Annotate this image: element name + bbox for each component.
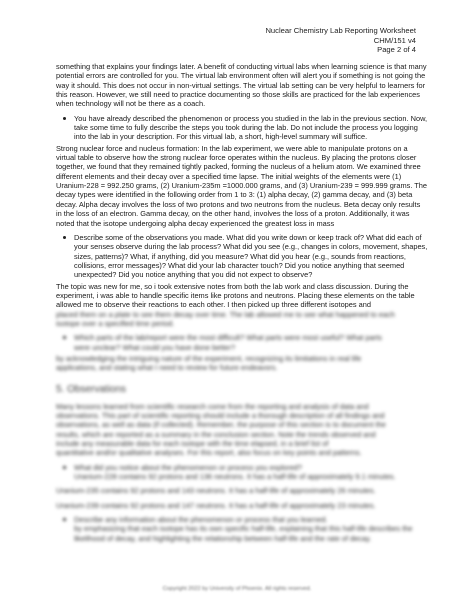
- bullet-dot-icon: [63, 336, 66, 339]
- blurred-bullet-c: [56, 515, 428, 543]
- bullet-dot-icon: [63, 117, 66, 120]
- answer-steps: Strong nuclear force and nucleus formation: In the lab experiment, we were able to manipulate protons on a virtual table to observe how the strong nuclear force operates within the nucleus. By placing the protons closer together, we found that they remained tightly packed, forming the nucleus of a helium atom. We examined three different elements and their decay over a specified time lapse. The initial weights of the elements were (1) Uranium-228 = 992.250 grams, (2) Uranium-235m =1000.000 grams, and (3) Uranium-239 = 999.999 grams. The decay types were identified in the following order from 1 to 3: (1) alpha decay, (2) gamma decay, and (3) beta decay. Alpha decay involves the loss of two protons and two neutrons from the nucleus. Beta decay only results in the loss of an electron. Gamma decay, on the other hand, involves the loss of a proton. Additionally, it was noted that the isotope undergoing alpha decay experienced the greatest loss in mass: [56, 143, 428, 228]
- blurred-line: likelihood of decay, and highlighting the relationship between half-life and the rate of decay.: [74, 533, 372, 543]
- page-footer: Copyright 2022 by University of Phoenix. All rights reserved.: [162, 586, 312, 592]
- blurred-bullet-a: [56, 333, 428, 352]
- blurred-line: Uranium-239 contains 92 protons and 147 neutrons. It has a half-life of approximately 23 minutes.: [56, 500, 376, 510]
- blurred-line: isotope over a specified time period.: [56, 318, 175, 328]
- page-number: Page 2 of 4: [377, 45, 416, 55]
- blurred-line: Uranium-228 contains 92 protons and 136 neutrons. It has a half-life of approximately 9.1 minutes.: [74, 472, 396, 482]
- blurred-line: Describe any information about the phenomenon or process that you learned.: [74, 515, 328, 525]
- prompt-text: You have already described the phenomenon or process you studied in the lab in the previous section. Now, take some time to fully describe the steps you took during the lab. Do not include the process you logging into the lab in your description. For this virtual lab, a short, high-level summary will suffice.: [74, 113, 428, 142]
- blurred-line: include any measurable data for each isotope with the time elapsed, in a brief list of: [56, 439, 329, 449]
- blurred-line: by acknowledging the intriguing nature of the experiment, recognizing its limitations in real life: [56, 353, 362, 363]
- blurred-paragraph-c: [56, 402, 428, 458]
- blurred-preview-region: [56, 310, 428, 544]
- blurred-line: applications, and stating what I need to review for future endeavors.: [56, 363, 278, 373]
- bullet-dot-icon: [63, 236, 66, 239]
- blurred-line: by emphasizing that each isotope has its own specific half-life, explaining that this half-life describes the: [74, 524, 413, 534]
- answer-observations: The topic was new for me, so i took extensive notes from both the lab work and class discussion. During the experiment, i was able to handle specific items like protons and neutrons. Placing these elements on the table allowed me to observe their reactions to each other. I then picked up three different isotopes and: [56, 281, 415, 310]
- blurred-line: Which parts of the lab/report were the most difficult? What parts were most useful? What parts: [74, 333, 382, 343]
- page-header: [265, 26, 416, 55]
- worksheet-title: Nuclear Chemistry Lab Reporting Worksheet: [265, 26, 416, 35]
- blurred-line: were unclear? What could you have done better?: [74, 342, 236, 352]
- blurred-line: observations. This part of scientific reporting should include a thorough description of all findings and: [56, 411, 385, 420]
- blurred-line: quantitative and/or qualitative analyses. For this report, also focus on key points and patterns.: [56, 448, 362, 458]
- blurred-line: What did you notice about the phenomenon or process you explored?: [74, 462, 303, 472]
- intro-paragraph: something that explains your findings later. A benefit of conducting virtual labs when learning science is that many potential errors are controlled for you. The virtual lab environment often will alert you if something is not going the way it should. This does not occur in non-virtual settings. The virtual lab setting can be very helpful to learners for this reason. However, we still need to practice documenting so those skills are practiced for the lab experiences when technology will not be there as a coach.: [56, 62, 427, 109]
- blurred-line: placed them on a plate to see them decay over time. The lab allowed me to see what happened to each: [56, 309, 395, 319]
- section-heading: 5. Observations: [56, 383, 127, 395]
- blurred-paragraph-a: [56, 310, 428, 329]
- blurred-bullet-b: [56, 463, 428, 482]
- course-code: CHM/151 v4: [373, 35, 416, 45]
- document-body: [56, 62, 428, 545]
- prompt-bullet-observations: [56, 233, 428, 280]
- bullet-dot-icon: [63, 466, 66, 469]
- blurred-line: Uranium-235 contains 92 protons and 143 neutrons. It has a half-life of approximately 26 minutes.: [56, 486, 376, 496]
- blurred-line: observations, as well as data (if collected). Remember, the purpose of this section is to document the: [56, 420, 386, 430]
- prompt-bullet-steps: [56, 114, 428, 142]
- blurred-line: Many lessons learned from scientific research come from the reporting and analysis of data and: [56, 401, 369, 411]
- prompt-text: Describe some of the observations you made. What did you write down or keep track of? What did each of your senses observe during the lab process? What did you see (e.g., changes in colors, movement, shapes, sizes, patterns)? What, if anything, did you measure? What did you hear (e.g., sounds from reactions, collisions, error messages)? What did your lab character touch? Did you notice anything that seemed unexpected? Did you notice anything that you did not expect to observe?: [74, 232, 428, 280]
- bullet-dot-icon: [63, 518, 66, 521]
- blurred-line: results, which are reported as a summary in the conclusion section. Note the trends observed and: [56, 429, 376, 439]
- blurred-paragraph-b: [56, 354, 428, 373]
